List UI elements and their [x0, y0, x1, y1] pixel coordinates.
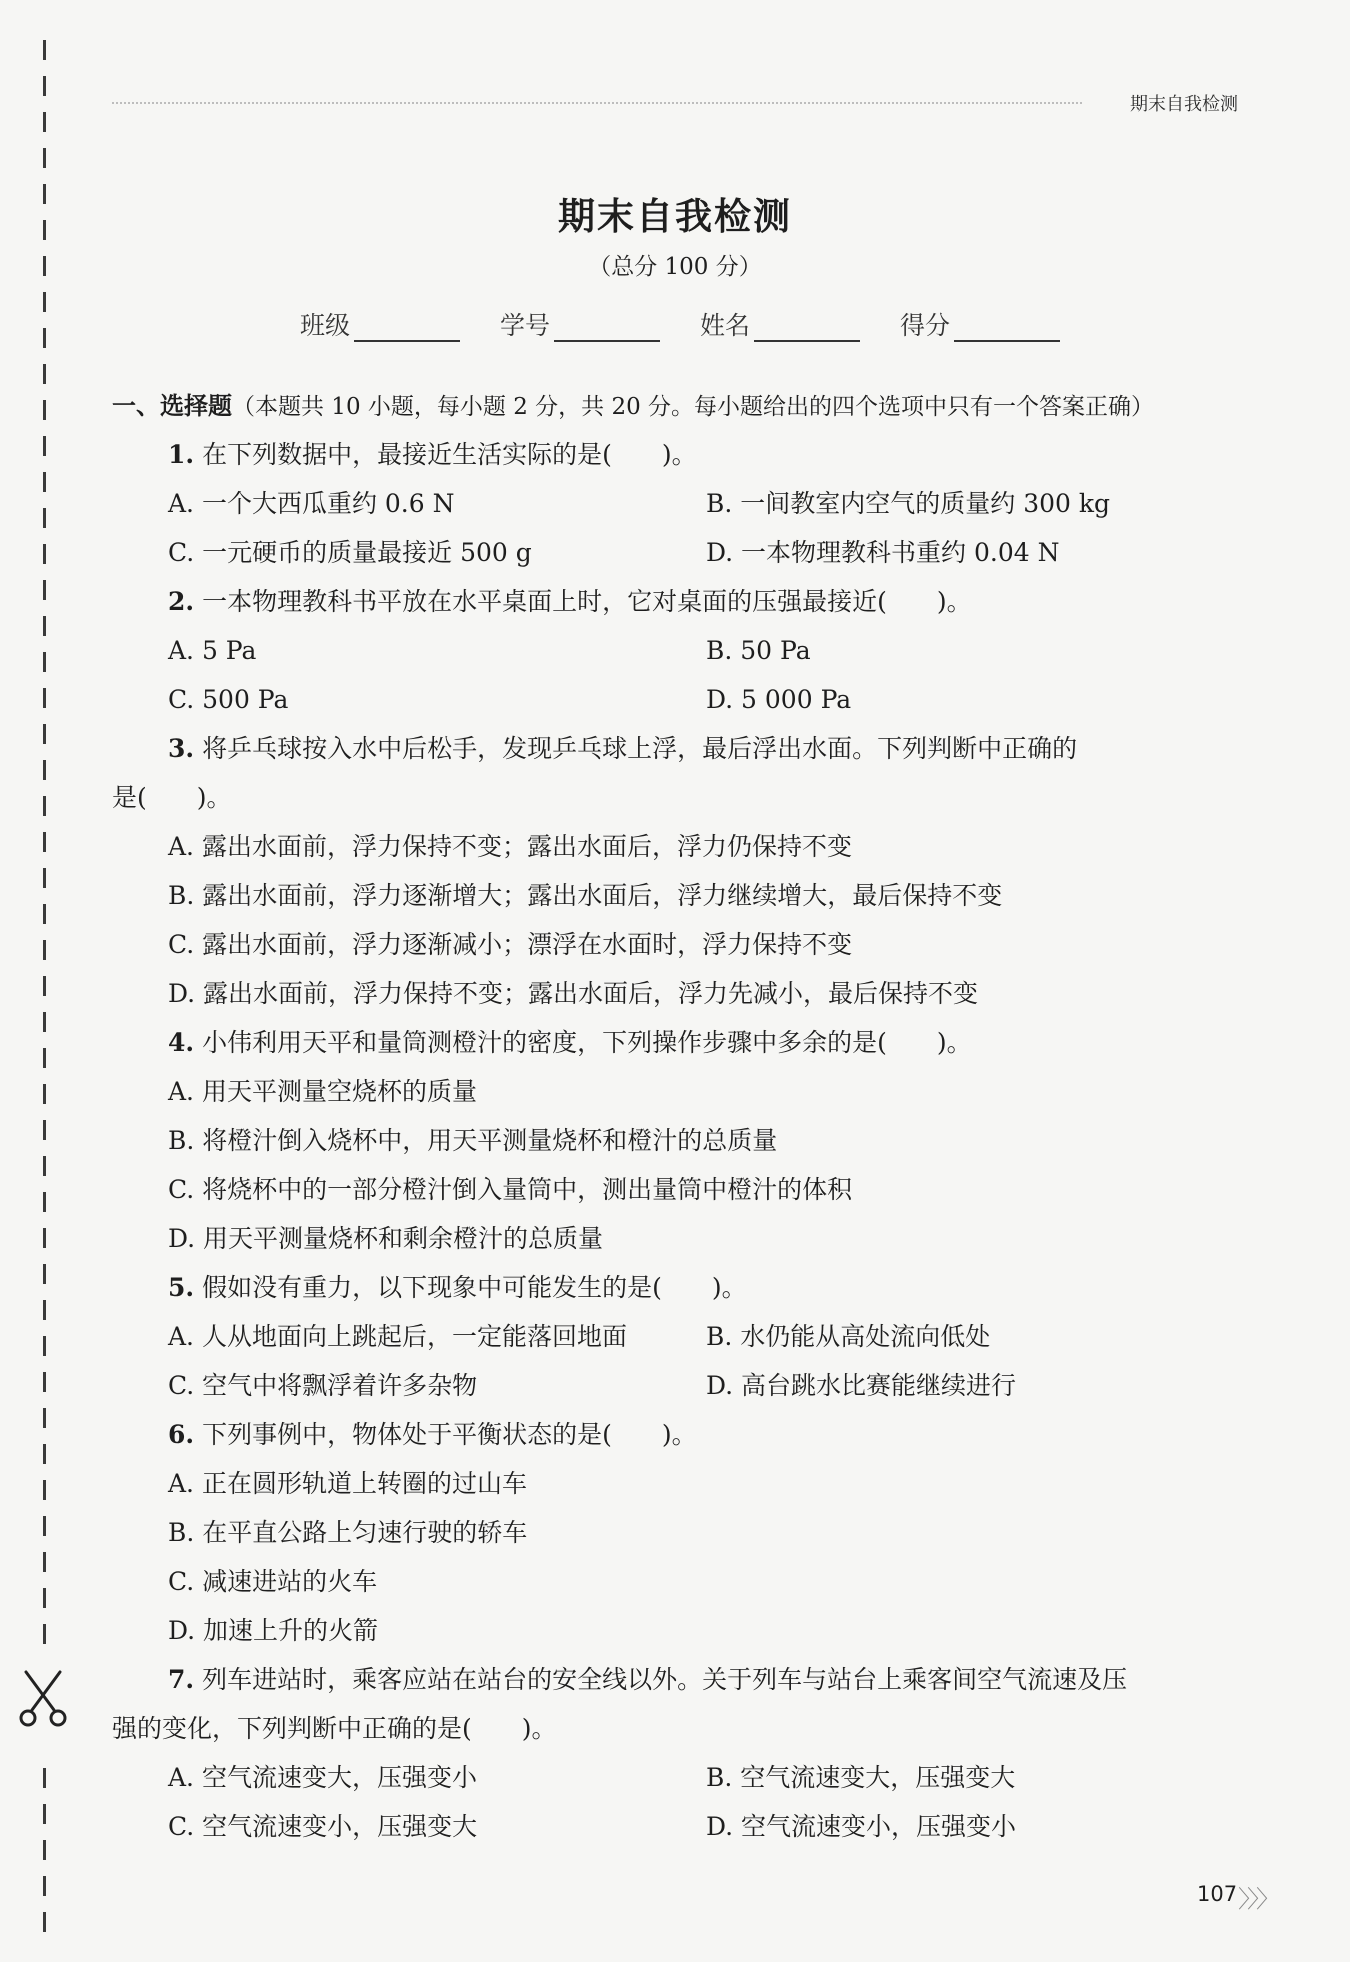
cut-dash [43, 472, 46, 492]
option: C. 空气中将飘浮着许多杂物 [168, 1371, 478, 1400]
cut-dash [43, 364, 46, 384]
cut-dash [43, 1156, 46, 1176]
cut-dash [43, 1192, 46, 1212]
scissors-icon [12, 1668, 74, 1730]
section-heading: 一、选择题（本题共 10 小题，每小题 2 分，共 20 分。每小题给出的四个选项中只有一个答案正确） [112, 392, 1155, 420]
cut-dash [43, 1516, 46, 1536]
cut-line [43, 40, 46, 1940]
page-title: 期末自我检测 [558, 195, 792, 238]
cut-dash [43, 796, 46, 816]
question-6: 6. 下列事例中，物体处于平衡状态的是( )。 [168, 1420, 697, 1449]
option: C. 将烧杯中的一部分橙汁倒入量筒中，测出量筒中橙汁的体积 [168, 1175, 853, 1204]
question-2: 2. 一本物理教科书平放在水平桌面上时，它对桌面的压强最接近( )。 [168, 587, 972, 616]
cut-dash [43, 1012, 46, 1032]
option: D. 一本物理教科书重约 0.04 N [706, 538, 1060, 567]
cut-dash [43, 940, 46, 960]
chevrons-icon: 〉〉〉 [1238, 1885, 1277, 1913]
cut-dash [43, 580, 46, 600]
cut-dash [43, 328, 46, 348]
cut-dash [43, 148, 46, 168]
option: D. 5 000 Pa [706, 685, 852, 714]
name-field[interactable]: 姓名 [700, 306, 860, 342]
cut-dash [43, 112, 46, 132]
cut-dash [43, 688, 46, 708]
cut-dash [43, 1840, 46, 1860]
question-section [112, 381, 1244, 1851]
option: A. 空气流速变大，压强变小 [168, 1763, 477, 1792]
cut-dash [43, 1048, 46, 1068]
options-row [112, 479, 1244, 528]
option: B. 50 Pa [706, 636, 811, 665]
cut-dash [43, 616, 46, 636]
option: B. 在平直公路上匀速行驶的轿车 [168, 1518, 528, 1547]
options-row [112, 1361, 1244, 1410]
cut-dash [43, 1912, 46, 1932]
cut-dash [43, 1084, 46, 1104]
class-field[interactable]: 班级 [300, 306, 460, 342]
cut-dash [43, 1120, 46, 1140]
cut-dash [43, 1300, 46, 1320]
option: A. 5 Pa [168, 636, 257, 665]
options-row [112, 1312, 1244, 1361]
option: B. 一间教室内空气的质量约 300 kg [706, 489, 1111, 518]
question-3-cont: 是( )。 [112, 783, 232, 812]
cut-dash [43, 40, 46, 60]
cut-dash [43, 436, 46, 456]
cut-dash [43, 400, 46, 420]
cut-dash [43, 1768, 46, 1788]
number-field[interactable]: 学号 [500, 306, 660, 342]
cut-dash [43, 544, 46, 564]
cut-dash [43, 1804, 46, 1824]
total-score-note: （总分 100 分） [588, 254, 762, 280]
option: B. 将橙汁倒入烧杯中，用天平测量烧杯和橙汁的总质量 [168, 1126, 778, 1155]
cut-dash [43, 760, 46, 780]
cut-dash [43, 1588, 46, 1608]
option: C. 露出水面前，浮力逐渐减小；漂浮在水面时，浮力保持不变 [168, 930, 853, 959]
class-blank[interactable] [354, 312, 460, 342]
running-header: 期末自我检测 [1130, 94, 1238, 115]
cut-dash [43, 832, 46, 852]
cut-dash [43, 976, 46, 996]
question-3: 3. 将乒乓球按入水中后松手，发现乒乓球上浮，最后浮出水面。下列判断中正确的 [168, 734, 1078, 763]
option: A. 用天平测量空烧杯的质量 [168, 1077, 477, 1106]
question-5: 5. 假如没有重力，以下现象中可能发生的是( )。 [168, 1273, 747, 1302]
option: C. 一元硬币的质量最接近 500 g [168, 538, 532, 567]
cut-dash [43, 1408, 46, 1428]
page-number: 107 [1197, 1882, 1238, 1906]
options-row [112, 528, 1244, 577]
cut-dash [43, 1480, 46, 1500]
option: A. 人从地面向上跳起后，一定能落回地面 [168, 1322, 627, 1351]
cut-dash [43, 1444, 46, 1464]
options-row [112, 1753, 1244, 1802]
option: D. 空气流速变小，压强变小 [706, 1812, 1017, 1841]
cut-dash [43, 724, 46, 744]
cut-dash [43, 868, 46, 888]
question-4: 4. 小伟利用天平和量筒测橙汁的密度，下列操作步骤中多余的是( )。 [168, 1028, 972, 1057]
option: B. 水仍能从高处流向低处 [706, 1322, 991, 1351]
option: A. 一个大西瓜重约 0.6 N [168, 489, 455, 518]
cut-dash [43, 1876, 46, 1896]
option: C. 减速进站的火车 [168, 1567, 378, 1596]
name-blank[interactable] [754, 312, 860, 342]
cut-dash [43, 1228, 46, 1248]
number-blank[interactable] [554, 312, 660, 342]
option: D. 露出水面前，浮力保持不变；露出水面后，浮力先减小，最后保持不变 [168, 979, 979, 1008]
cut-dash [43, 1336, 46, 1356]
cut-dash [43, 76, 46, 96]
option: B. 露出水面前，浮力逐渐增大；露出水面后，浮力继续增大，最后保持不变 [168, 881, 1003, 910]
option: D. 高台跳水比赛能继续进行 [706, 1371, 1017, 1400]
cut-dash [43, 508, 46, 528]
question-7-cont: 强的变化，下列判断中正确的是( )。 [112, 1714, 557, 1743]
cut-dash [43, 652, 46, 672]
score-blank[interactable] [954, 312, 1060, 342]
option: C. 空气流速变小，压强变大 [168, 1812, 478, 1841]
option: A. 正在圆形轨道上转圈的过山车 [168, 1469, 527, 1498]
question-1: 1. 在下列数据中，最接近生活实际的是( )。 [168, 440, 697, 469]
option: B. 空气流速变大，压强变大 [706, 1763, 1016, 1792]
options-row [112, 626, 1244, 675]
option: C. 500 Pa [168, 685, 289, 714]
header-rule [112, 102, 1082, 104]
score-field[interactable]: 得分 [900, 306, 1060, 342]
student-info-line [300, 306, 1100, 342]
cut-dash [43, 1372, 46, 1392]
cut-dash [43, 1552, 46, 1572]
cut-dash [43, 292, 46, 312]
option: A. 露出水面前，浮力保持不变；露出水面后，浮力仍保持不变 [168, 832, 852, 861]
cut-dash [43, 1624, 46, 1644]
option: D. 加速上升的火箭 [168, 1616, 379, 1645]
question-7: 7. 列车进站时，乘客应站在站台的安全线以外。关于列车与站台上乘客间空气流速及压 [168, 1665, 1128, 1694]
options-row [112, 1802, 1244, 1851]
options-row [112, 675, 1244, 724]
cut-dash [43, 1264, 46, 1284]
option: D. 用天平测量烧杯和剩余橙汁的总质量 [168, 1224, 604, 1253]
cut-dash [43, 904, 46, 924]
